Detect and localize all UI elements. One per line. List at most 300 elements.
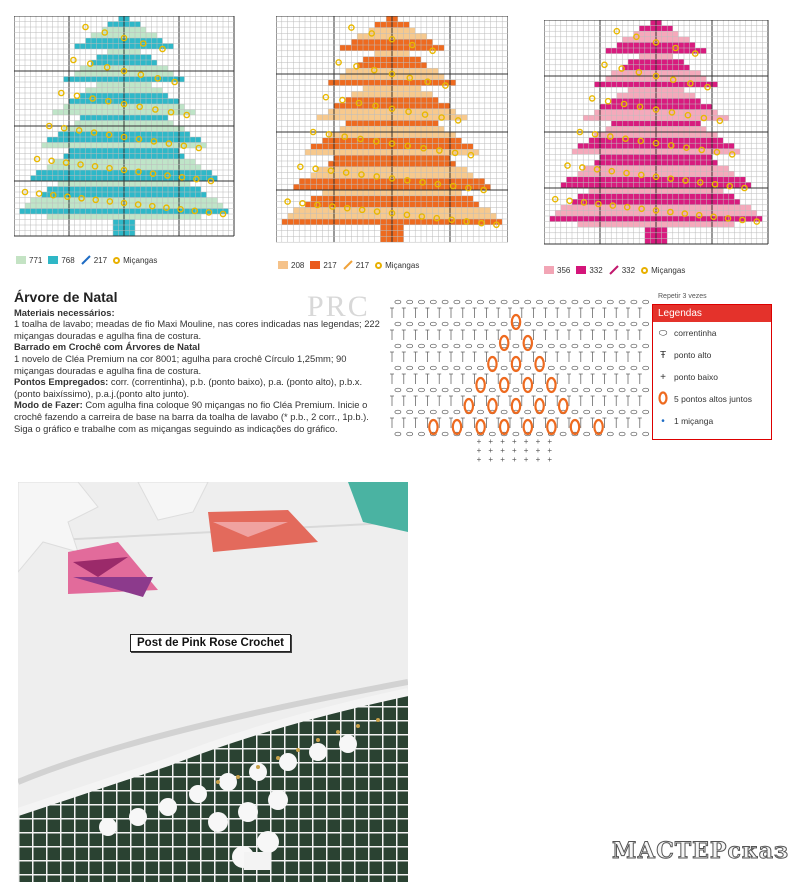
stitch-cell	[427, 219, 433, 225]
stitch-cell	[667, 31, 673, 37]
stitch-cell	[433, 126, 439, 132]
stitch-cell	[363, 68, 369, 74]
chain-stitch	[478, 322, 484, 326]
stitch-cell	[409, 155, 415, 161]
stitch-cell	[606, 104, 612, 110]
stitch-cell	[86, 176, 92, 182]
stitch-cell	[351, 126, 357, 132]
chain-stitch	[619, 322, 625, 326]
stitch-cell	[723, 143, 729, 149]
stitch-cell	[427, 178, 433, 184]
stitch-cell	[634, 98, 640, 104]
stitch-cell	[684, 222, 690, 228]
stitch-cell	[375, 45, 381, 51]
stitch-cell	[91, 214, 97, 220]
stitch-cell	[398, 57, 404, 63]
stitch-cell	[678, 65, 684, 71]
stitch-cell	[53, 143, 59, 149]
stitch-cell	[645, 98, 651, 104]
stitch-cell	[444, 109, 450, 115]
stitch-cell	[163, 165, 169, 171]
stitch-cell	[718, 182, 724, 188]
chain-stitch	[596, 344, 602, 348]
stitch-cell	[723, 171, 729, 177]
stitch-cell	[734, 182, 740, 188]
legend-356: 356	[544, 266, 570, 275]
stitch-cell	[729, 222, 735, 228]
stitch-cell	[462, 173, 468, 179]
stitch-cell	[622, 76, 628, 82]
stitch-cell	[36, 176, 42, 182]
stitch-cell	[146, 44, 152, 50]
legend-217-thread: 217	[343, 260, 369, 270]
stitch-cell	[340, 178, 346, 184]
stitch-cell	[86, 110, 92, 116]
stitch-cell	[369, 155, 375, 161]
stitch-cell	[108, 121, 114, 127]
trunk-cell	[386, 231, 392, 237]
stitch-cell	[53, 176, 59, 182]
stitch-cell	[622, 149, 628, 155]
stitch-cell	[102, 137, 108, 143]
stitch-cell	[380, 138, 386, 144]
stitch-cell	[141, 115, 147, 121]
stitch-cell	[86, 181, 92, 187]
stitch-cell	[322, 190, 328, 196]
stitch-cell	[47, 187, 53, 193]
stitch-cell	[600, 210, 606, 216]
stitch-cell	[421, 196, 427, 202]
stitch-cell	[380, 33, 386, 39]
stitch-cell	[392, 16, 398, 22]
stitch-cell	[135, 82, 141, 88]
legend-332: 332	[576, 266, 602, 275]
stitch-cell	[108, 176, 114, 182]
chain-stitch	[607, 322, 613, 326]
stitch-cell	[656, 59, 662, 65]
stitch-cell	[135, 115, 141, 121]
stitch-cell	[86, 198, 92, 204]
stitch-cell	[701, 126, 707, 132]
stitch-cell	[650, 160, 656, 166]
teal-tree-grid	[14, 16, 236, 240]
stitch-cell	[695, 160, 701, 166]
stitch-cell	[185, 165, 191, 171]
stitch-cell	[409, 120, 415, 126]
stitch-cell	[363, 178, 369, 184]
stitch-cell	[102, 181, 108, 187]
chain-stitch	[407, 300, 413, 304]
stitch-cell	[678, 37, 684, 43]
stitch-cell	[174, 214, 180, 220]
stitch-cell	[695, 166, 701, 172]
stitch-cell	[645, 37, 651, 43]
stitch-cell	[656, 98, 662, 104]
stitch-cell	[611, 82, 617, 88]
stitch-cell	[386, 45, 392, 51]
stitch-cell	[398, 115, 404, 121]
stitch-cell	[363, 120, 369, 126]
stitch-cell	[606, 110, 612, 116]
stitch-cell	[346, 45, 352, 51]
stitch-cell	[729, 199, 735, 205]
stitch-cell	[701, 205, 707, 211]
stitch-cell	[656, 31, 662, 37]
stitch-cell	[130, 104, 136, 110]
stitch-cell	[190, 214, 196, 220]
stitch-cell	[174, 187, 180, 193]
stitch-cell	[168, 99, 174, 105]
stitch-cell	[357, 161, 363, 167]
stitch-cell	[634, 188, 640, 194]
stitch-cell	[130, 121, 136, 127]
stitch-cell	[201, 170, 207, 176]
stitch-cell	[392, 28, 398, 34]
stitch-cell	[450, 167, 456, 173]
method-text: Com agulha fina coloque 90 miçangas no fio Cléa Premium. Inicie o crochê fazendo a carreira de base na barra da toalha de lavabo (* p.b., 2 corr., 1p.b.). Siga o gráfico e trabalhe com as miçangas seguindo as indicações do gráfico.	[14, 399, 369, 434]
stitch-cell	[375, 126, 381, 132]
stitch-cell	[611, 216, 617, 222]
trunk-cell	[113, 220, 119, 226]
stitch-cell	[594, 188, 600, 194]
chain-stitch	[631, 344, 637, 348]
stitch-cell	[80, 93, 86, 99]
stitch-cell	[119, 214, 125, 220]
stitch-cell	[141, 88, 147, 94]
teal-tree-chart	[14, 16, 236, 240]
stitch-cell	[369, 86, 375, 92]
stitch-cell	[622, 82, 628, 88]
stitch-cell	[363, 190, 369, 196]
stitch-cell	[456, 138, 462, 144]
stitch-cell	[701, 171, 707, 177]
stitch-cell	[75, 77, 81, 83]
stitch-cell	[380, 173, 386, 179]
chain-stitch	[489, 388, 495, 392]
stitch-cell	[421, 62, 427, 68]
stitch-cell	[322, 184, 328, 190]
stitch-cell	[645, 182, 651, 188]
stitch-cell	[119, 93, 125, 99]
stitch-cell	[678, 48, 684, 54]
stitch-cell	[634, 48, 640, 54]
stitch-cell	[363, 132, 369, 138]
single-crochet-stitch: +	[476, 446, 482, 455]
stitch-cell	[650, 54, 656, 60]
stitch-cell	[190, 137, 196, 143]
stitch-cell	[152, 88, 158, 94]
stitch-cell	[146, 88, 152, 94]
stitch-cell	[392, 167, 398, 173]
stitch-cell	[196, 170, 202, 176]
stitch-cell	[628, 42, 634, 48]
stitch-cell	[135, 49, 141, 55]
stitch-cell	[479, 207, 485, 213]
stitch-cell	[163, 132, 169, 138]
chain-stitch	[501, 322, 507, 326]
stitch-cell	[168, 148, 174, 154]
stitch-cell	[589, 205, 595, 211]
stitch-cell	[53, 110, 59, 116]
stitch-cell	[152, 66, 158, 72]
stitch-cell	[611, 126, 617, 132]
stitch-cell	[207, 170, 213, 176]
stitch-cell	[415, 80, 421, 86]
stitch-cell	[606, 48, 612, 54]
stitch-cell	[86, 170, 92, 176]
stitch-cell	[392, 202, 398, 208]
stitch-cell	[645, 87, 651, 93]
stitch-cell	[415, 45, 421, 51]
stitch-cell	[174, 104, 180, 110]
stitch-cell	[113, 192, 119, 198]
stitch-cell	[119, 159, 125, 165]
stitch-cell	[380, 22, 386, 28]
stitch-cell	[146, 77, 152, 83]
orange-tree-grid	[276, 16, 508, 244]
stitch-cell	[438, 155, 444, 161]
stitch-cell	[152, 115, 158, 121]
stitch-cell	[706, 199, 712, 205]
stitch-cell	[491, 213, 497, 219]
stitch-cell	[369, 115, 375, 121]
stitch-cell	[207, 198, 213, 204]
stitch-cell	[386, 86, 392, 92]
stitch-cell	[398, 109, 404, 115]
stitch-cell	[628, 199, 634, 205]
chain-stitch	[643, 322, 649, 326]
trunk-cell	[386, 225, 392, 231]
stitch-cell	[578, 205, 584, 211]
stitch-cell	[91, 148, 97, 154]
stitch-cell	[589, 177, 595, 183]
stitch-cell	[380, 155, 386, 161]
stitch-cell	[102, 88, 108, 94]
stitch-cell	[322, 138, 328, 144]
stitch-cell	[740, 210, 746, 216]
stitch-cell	[398, 45, 404, 51]
stitch-cell	[622, 160, 628, 166]
stitch-cell	[606, 149, 612, 155]
stitch-cell	[163, 187, 169, 193]
stitch-cell	[351, 45, 357, 51]
stitch-cell	[628, 194, 634, 200]
stitch-cell	[369, 132, 375, 138]
stitch-cell	[712, 194, 718, 200]
stitch-cell	[639, 194, 645, 200]
single-crochet-stitch: +	[512, 446, 517, 455]
chain-stitch	[584, 432, 590, 436]
stitch-cell	[398, 161, 404, 167]
stitch-cell	[634, 210, 640, 216]
stitch-cell	[322, 178, 328, 184]
stitch-cell	[168, 126, 174, 132]
stitch-cell	[135, 192, 141, 198]
chain-stitch	[466, 300, 472, 304]
stitch-cell	[380, 178, 386, 184]
stitch-cell	[617, 42, 623, 48]
stitch-cell	[433, 74, 439, 80]
stitch-cell	[678, 93, 684, 99]
stitch-cell	[340, 196, 346, 202]
stitch-cell	[667, 54, 673, 60]
stitch-cell	[168, 104, 174, 110]
stitch-cell	[639, 160, 645, 166]
stitch-cell	[690, 70, 696, 76]
stitch-cell	[152, 159, 158, 165]
cluster-stitch	[547, 378, 555, 392]
stitch-cell	[168, 44, 174, 50]
stitch-cell	[375, 161, 381, 167]
stitch-cell	[113, 198, 119, 204]
stitch-cell	[433, 155, 439, 161]
stitch-cell	[421, 132, 427, 138]
stitch-cell	[363, 62, 369, 68]
stitch-cell	[157, 159, 163, 165]
stitch-cell	[427, 97, 433, 103]
stitch-cell	[656, 222, 662, 228]
stitch-cell	[351, 207, 357, 213]
stitch-cell	[628, 216, 634, 222]
chain-stitch	[419, 344, 425, 348]
stitch-cell	[639, 166, 645, 172]
stitch-cell	[421, 68, 427, 74]
stitch-cell	[421, 138, 427, 144]
stitch-cell	[141, 214, 147, 220]
stitch-cell	[369, 126, 375, 132]
stitch-cell	[157, 165, 163, 171]
stitch-cell	[108, 77, 114, 83]
stitch-cell	[409, 173, 415, 179]
stitch-cell	[317, 149, 323, 155]
stitch-cell	[404, 202, 410, 208]
stitch-cell	[415, 190, 421, 196]
stitch-cell	[617, 182, 623, 188]
stitch-cell	[369, 120, 375, 126]
stitch-cell	[673, 222, 679, 228]
stitch-cell	[645, 76, 651, 82]
towel-photo-illustration	[18, 482, 408, 882]
stitch-cell	[113, 165, 119, 171]
stitch-cell	[695, 194, 701, 200]
stitch-cell	[179, 132, 185, 138]
stitch-cell	[130, 88, 136, 94]
stitch-cell	[617, 132, 623, 138]
stitch-cell	[351, 202, 357, 208]
stitch-cell	[86, 104, 92, 110]
stitch-cell	[340, 109, 346, 115]
stitch-cell	[404, 86, 410, 92]
stitch-cell	[119, 44, 125, 50]
stitch-cell	[639, 126, 645, 132]
stitch-cell	[97, 214, 103, 220]
stitch-cell	[141, 148, 147, 154]
stitch-cell	[467, 213, 473, 219]
stitch-cell	[594, 82, 600, 88]
trunk-cell	[398, 236, 404, 242]
stitch-cell	[634, 76, 640, 82]
stitch-cell	[645, 138, 651, 144]
stitch-cell	[157, 209, 163, 215]
chain-stitch	[619, 410, 625, 414]
trunk-cell	[650, 227, 656, 233]
stitch-cell	[712, 82, 718, 88]
chain-stitch	[537, 300, 543, 304]
stitch-cell	[712, 171, 718, 177]
stitch-cell	[645, 210, 651, 216]
stitch-cell	[404, 190, 410, 196]
stitch-cell	[346, 213, 352, 219]
stitch-cell	[404, 33, 410, 39]
stitch-cell	[706, 182, 712, 188]
stitch-cell	[380, 28, 386, 34]
stitch-cell	[438, 190, 444, 196]
stitch-cell	[456, 184, 462, 190]
stitch-cell	[102, 71, 108, 77]
stitch-cell	[97, 93, 103, 99]
stitch-cell	[317, 178, 323, 184]
stitch-cell	[398, 68, 404, 74]
stitch-cell	[650, 126, 656, 132]
stitch-cell	[108, 71, 114, 77]
stitch-cell	[398, 178, 404, 184]
stitch-cell	[375, 86, 381, 92]
stitch-cell	[380, 109, 386, 115]
stitch-cell	[340, 190, 346, 196]
stitch-cell	[706, 194, 712, 200]
stitch-cell	[69, 203, 75, 209]
stitch-cell	[684, 160, 690, 166]
stitch-cell	[179, 192, 185, 198]
stitch-cell	[119, 60, 125, 66]
stitch-cell	[113, 137, 119, 143]
stitch-cell	[108, 110, 114, 116]
stitch-cell	[357, 213, 363, 219]
cluster-stitch	[476, 378, 484, 392]
stitch-cell	[351, 74, 357, 80]
stitch-cell	[650, 59, 656, 65]
stitch-cell	[450, 115, 456, 121]
stitch-cell	[706, 143, 712, 149]
stitch-cell	[322, 196, 328, 202]
trunk-cell	[645, 227, 651, 233]
stitch-cell	[380, 115, 386, 121]
stitch-cell	[119, 148, 125, 154]
stitch-cell	[667, 93, 673, 99]
trunk-cell	[119, 220, 125, 226]
stitch-cell	[594, 182, 600, 188]
stitch-cell	[328, 213, 334, 219]
chain-stitch	[419, 322, 425, 326]
stitch-cell	[91, 77, 97, 83]
stitch-cell	[146, 110, 152, 116]
stitch-cell	[179, 165, 185, 171]
stitch-cell	[357, 178, 363, 184]
stitch-cell	[678, 98, 684, 104]
stitch-cell	[152, 126, 158, 132]
stitch-cell	[639, 110, 645, 116]
stitch-cell	[662, 48, 668, 54]
stitch-cell	[135, 33, 141, 39]
stitch-cell	[86, 132, 92, 138]
stitch-cell	[606, 210, 612, 216]
stitch-cell	[369, 144, 375, 150]
stitch-cell	[86, 148, 92, 154]
stitch-cell	[91, 121, 97, 127]
stitch-cell	[146, 181, 152, 187]
stitch-cell	[606, 222, 612, 228]
stitch-cell	[58, 214, 64, 220]
